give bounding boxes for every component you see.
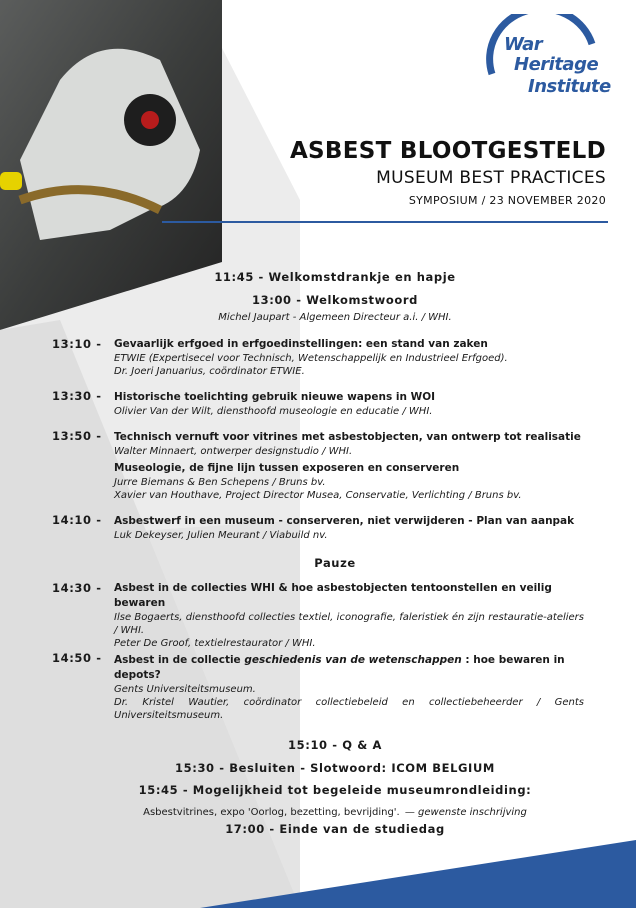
session-1430 xyxy=(114,581,584,650)
title-divider xyxy=(162,221,608,223)
session-1410 xyxy=(114,514,584,542)
session-speaker: Luk Dekeyser, Julien Meurant / Viabuild nv. xyxy=(114,530,328,541)
session-title: Museologie, de fijne lijn tussen exposeren en conserveren xyxy=(114,462,460,474)
session-title: Asbest in de collectie geschiedenis van de wetenschappen : hoe bewaren in depots? xyxy=(114,654,565,681)
end-label: 17:00 - Einde van de studiedag xyxy=(225,822,445,836)
time-1410: 14:10 - xyxy=(52,513,102,527)
session-speaker: Dr. Joeri Januarius, coördinator ETWIE. xyxy=(114,366,305,377)
session-title: Asbestwerf in een museum - conserveren, niet verwijderen - Plan van aanpak xyxy=(114,515,575,527)
logo-text-institute: Institute xyxy=(528,76,611,97)
session-1330 xyxy=(114,390,584,418)
welcome-drink: 11:45 - Welkomstdrankje en hapje xyxy=(214,270,456,284)
session-speaker: Gents Universiteitsmuseum. xyxy=(114,684,256,695)
welcome-speaker: Michel Jaupart - Algemeen Directeur a.i. / WHI. xyxy=(218,312,452,323)
qa-label: 15:10 - Q & A xyxy=(288,738,382,752)
session-speaker: Walter Minnaert, ontwerper designstudio / WHI. xyxy=(114,446,353,457)
session-speaker: Jurre Biemans & Ben Schepens / Bruns bv. xyxy=(114,477,326,488)
session-1450 xyxy=(114,653,584,722)
page-title: ASBEST BLOOTGESTELD xyxy=(289,138,606,164)
closing-label: 15:30 - Besluiten - Slotwoord: ICOM BELGIUM xyxy=(175,761,495,775)
time-1430: 14:30 - xyxy=(52,581,102,595)
tour-detail: Asbestvitrines, expo 'Oorlog, bezetting, bevrijding'. — gewenste inschrijving xyxy=(143,807,527,818)
session-1310 xyxy=(114,337,584,378)
time-1350: 13:50 - xyxy=(52,429,102,443)
logo-text-heritage: Heritage xyxy=(514,54,599,75)
session-speaker: Ilse Bogaerts, diensthoofd collecties textiel, iconografie, faleristiek én zijn restauratie-ateliers / WHI. xyxy=(114,612,584,636)
session-title: Asbest in de collecties WHI & hoe asbestobjecten tentoonstellen en veilig bewaren xyxy=(114,582,552,609)
page-subtitle: MUSEUM BEST PRACTICES xyxy=(376,168,606,188)
session-title: Technisch vernuft voor vitrines met asbestobjecten, van ontwerp tot realisatie xyxy=(114,431,581,443)
yellow-glove xyxy=(0,172,22,190)
session-1350 xyxy=(114,430,584,502)
time-1450: 14:50 - xyxy=(52,651,102,665)
welcome-word: 13:00 - Welkomstwoord xyxy=(252,293,418,307)
session-title: Gevaarlijk erfgoed in erfgoedinstellingen: een stand van zaken xyxy=(114,338,488,350)
event-date: SYMPOSIUM / 23 NOVEMBER 2020 xyxy=(408,194,606,207)
session-speaker: Peter De Groof, textielrestaurator / WHI. xyxy=(114,638,316,649)
tour-label: 15:45 - Mogelijkheid tot begeleide museumrondleiding: xyxy=(138,783,532,797)
pause-label: Pauze xyxy=(314,556,356,570)
session-speaker: Xavier van Houthave, Project Director Musea, Conservatie, Verlichting / Bruns bv. xyxy=(114,490,522,501)
session-speaker: Dr. Kristel Wautier, coördinator collectiebeleid en collectiebeheerder / Gents Universiteitsmuseum. xyxy=(114,697,584,721)
session-title: Historische toelichting gebruik nieuwe wapens in WOI xyxy=(114,391,436,403)
time-1330: 13:30 - xyxy=(52,389,102,403)
war-heritage-institute-logo xyxy=(482,14,622,114)
session-speaker: Olivier Van der Wilt, diensthoofd museologie en educatie / WHI. xyxy=(114,406,433,417)
session-speaker: ETWIE (Expertisecel voor Technisch, Wetenschappelijk en Industrieel Erfgoed). xyxy=(114,353,508,364)
logo-text-war: War xyxy=(504,34,543,55)
time-1310: 13:10 - xyxy=(52,337,102,351)
